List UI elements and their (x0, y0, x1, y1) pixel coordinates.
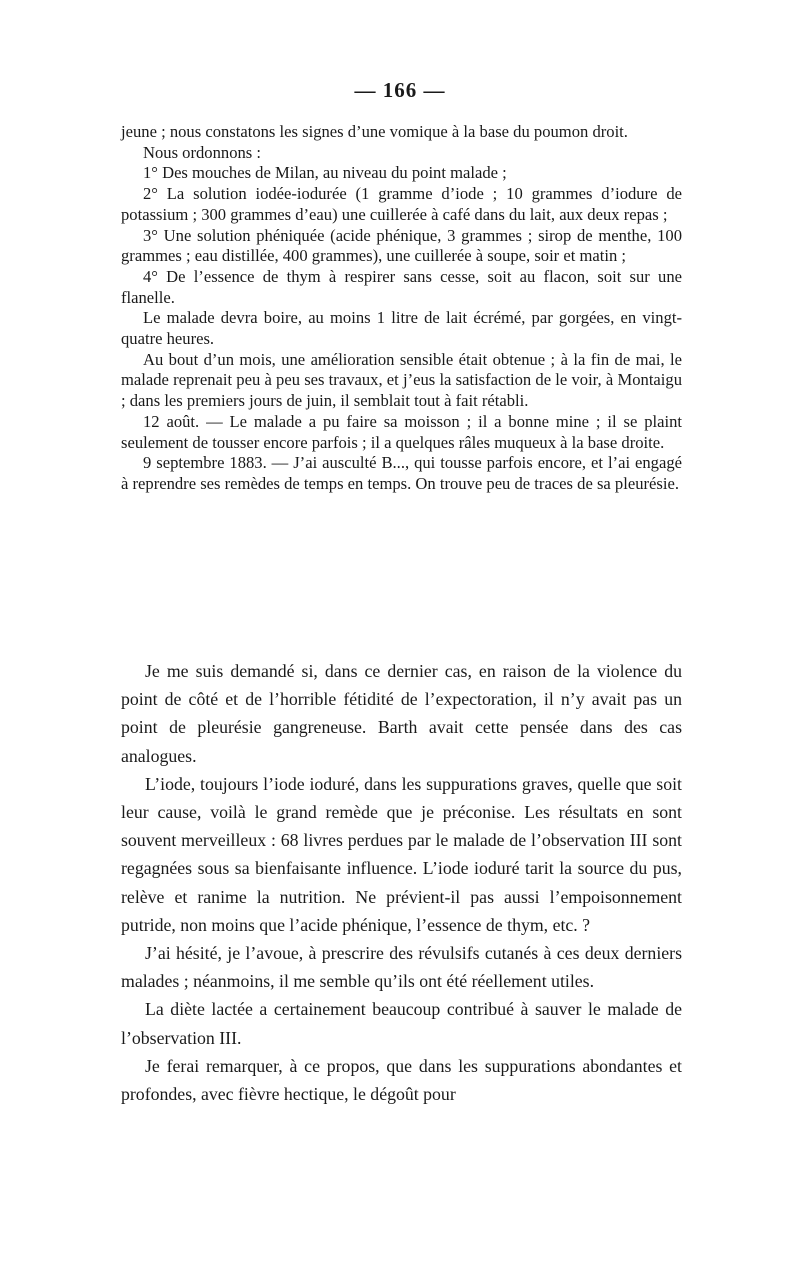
paragraph-milk-diet-comment: La diète lactée a certainement beaucoup contribué à sauver le malade de l’observation III. (121, 999, 682, 1048)
commentary-section (121, 657, 682, 1108)
paragraph-prescription-2: 2° La solution iodée-iodurée (1 gramme d’iode ; 10 grammes d’iodure de potassium ; 300 grammes d’eau) une cuillerée à café dans du lait, aux deux repas ; (121, 184, 682, 224)
paragraph-august-note: 12 août. — Le malade a pu faire sa moisson ; il a bonne mine ; il se plaint seulement de tousser encore parfois ; il a quelques râles muqueux à la base droite. (121, 411, 682, 452)
paragraph-prescription-intro: Nous ordonnons : (143, 142, 262, 162)
paragraph-prescription-3: 3° Une solution phéniquée (acide phénique, 3 grammes ; sirop de menthe, 100 grammes ; eau distillée, 400 grammes), une cuillerée à soupe, soir et matin ; (121, 225, 682, 266)
paragraph-gangrenous-pleurisy: Je me suis demandé si, dans ce dernier cas, en raison de la violence du point de côté et de l’horrible fétidité de l’expectoration, il n’y avait pas un point de pleurésie gangreneuse. Barth avait cette pensée dans des cas analogues. (121, 661, 682, 766)
paragraph-revulsives: J’ai hésité, je l’avoue, à prescrire des révulsifs cutanés à ces deux derniers malades ; néanmoins, il me semble qu’ils ont été réellement utiles. (121, 943, 682, 992)
paragraph-iodine: L’iode, toujours l’iode ioduré, dans les suppurations graves, quelle que soit leur cause, voilà le grand remède que je préconise. Les résultats en sont souvent merveilleux : 68 livres perdues par le malade de l’observation III sont regagnées sous sa bienfaisante influence. L’iode ioduré tarit la source du pus, relève et ranime la nutrition. Ne prévient-il pas aussi l’empoisonnement putride, non moins que l’acide phénique, l’essence de thym, etc. ? (121, 773, 682, 935)
paragraph-remark: Je ferai remarquer, à ce propos, que dans les suppurations abondantes et profondes, avec fièvre hectique, le dégoût pour (121, 1055, 682, 1105)
paragraph-continuation: jeune ; nous constatons les signes d’une vomique à la base du poumon droit. (121, 122, 628, 141)
paragraph-improvement: Au bout d’un mois, une amélioration sensible était obtenue ; à la fin de mai, le malade reprenait peu à peu ses travaux, et j’eus la satisfaction de le voir, à Montaigu ; dans les premiers jours de juin, il semblait tout à fait rétabli. (121, 349, 682, 411)
paragraph-prescription-4: 4° De l’essence de thym à respirer sans cesse, soit au flacon, soit sur une flanelle. (121, 266, 682, 307)
page-number: — 166 — (354, 78, 446, 102)
paragraph-milk-diet: Le malade devra boire, au moins 1 litre de lait écrémé, par gorgées, en vingt-quatre heures. (121, 308, 682, 349)
paragraph-prescription-1: 1° Des mouches de Milan, au niveau du point malade ; (143, 163, 507, 183)
paragraph-september-note: 9 septembre 1883. — J’ai ausculté B..., qui tousse parfois encore, et l’ai engagé à reprendre ses remèdes de temps en temps. On trouve peu de traces de sa pleurésie. (121, 453, 682, 493)
case-notes-section (121, 122, 682, 495)
